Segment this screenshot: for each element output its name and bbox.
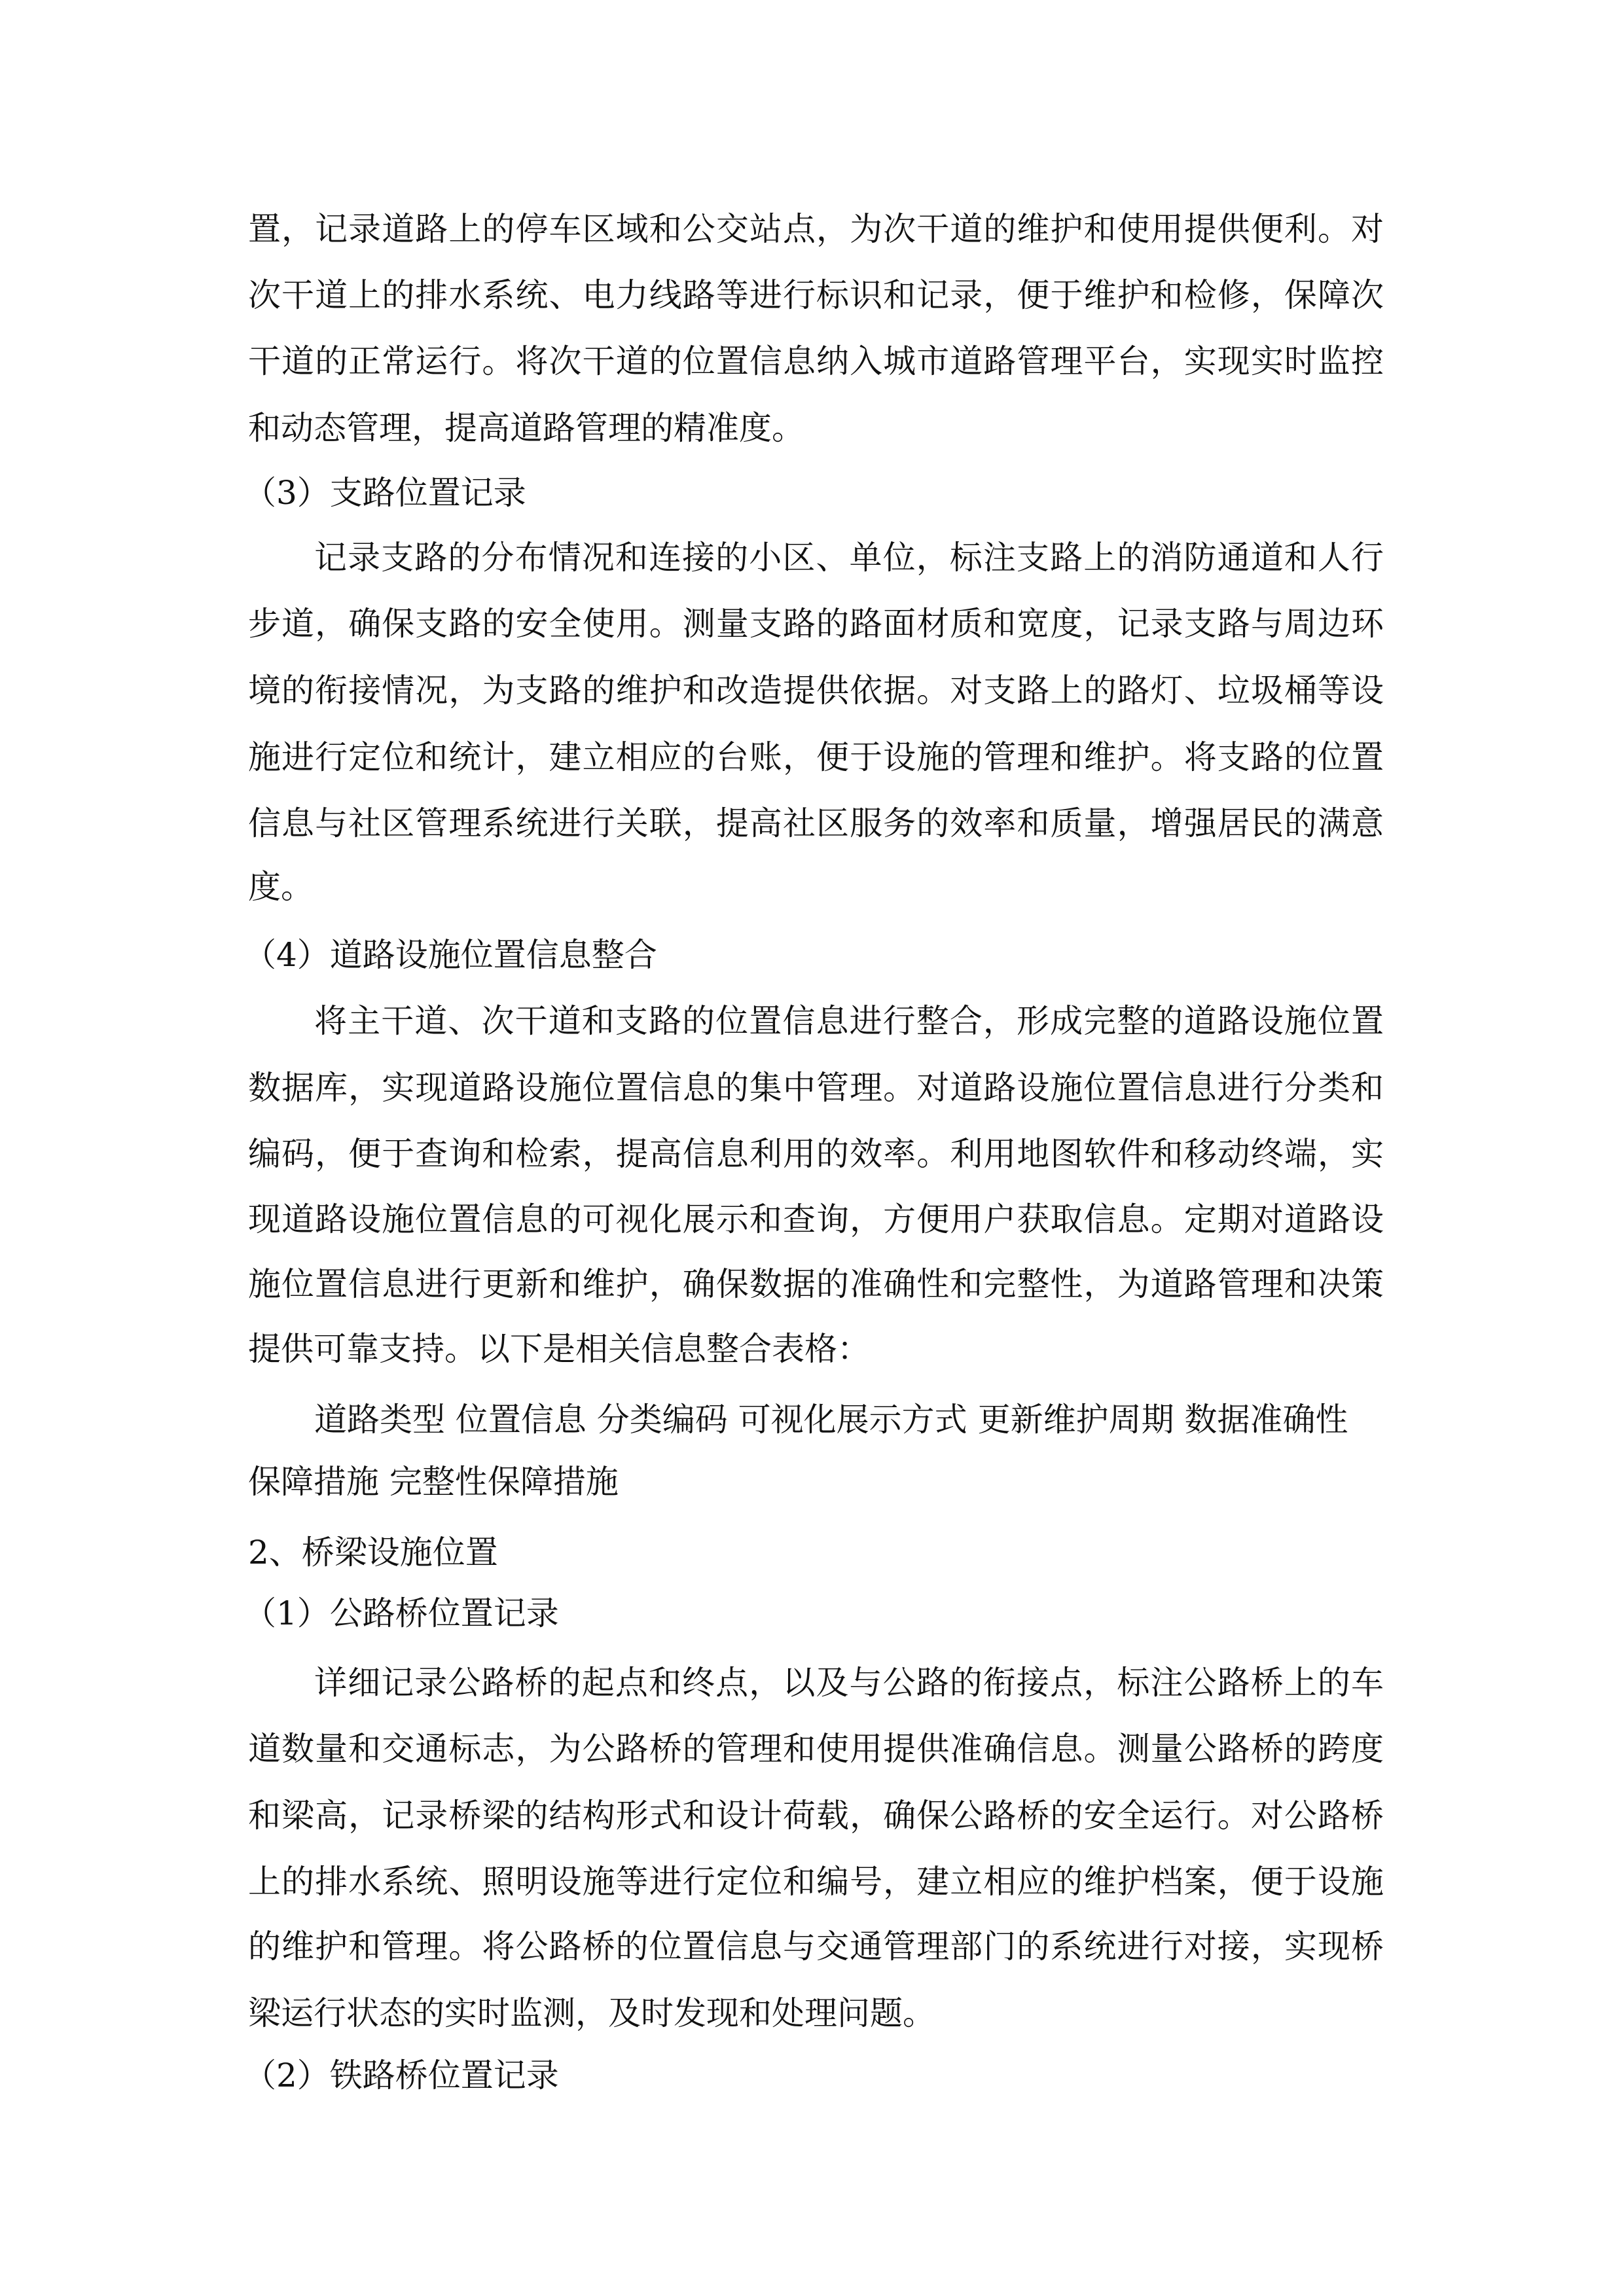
section-heading: （3）支路位置记录 xyxy=(244,474,526,512)
section-heading: （4）道路设施位置信息整合 xyxy=(244,936,657,974)
section-heading: （1）公路桥位置记录 xyxy=(244,1594,559,1632)
paragraph-line: 现道路设施位置信息的可视化展示和查询，方便用户获取信息。定期对道路设 xyxy=(248,1200,1384,1238)
paragraph-line: 详细记录公路桥的起点和终点，以及与公路的衔接点，标注公路桥上的车 xyxy=(314,1664,1384,1702)
paragraph-line: 境的衔接情况，为支路的维护和改造提供依据。对支路上的路灯、垃圾桶等设 xyxy=(248,672,1384,709)
paragraph-line: 记录支路的分布情况和连接的小区、单位，标注支路上的消防通道和人行 xyxy=(314,539,1384,577)
paragraph-line: 干道的正常运行。将次干道的位置信息纳入城市道路管理平台，实现实时监控 xyxy=(248,342,1384,380)
paragraph-line: 度。 xyxy=(248,868,314,906)
paragraph-line: 次干道上的排水系统、电力线路等进行标识和记录，便于维护和检修，保障次 xyxy=(248,276,1384,314)
paragraph-line: 步道，确保支路的安全使用。测量支路的路面材质和宽度，记录支路与周边环 xyxy=(248,605,1384,643)
table-header-text: 保障措施 完整性保障措施 xyxy=(248,1463,619,1501)
paragraph-line: 道数量和交通标志，为公路桥的管理和使用提供准确信息。测量公路桥的跨度 xyxy=(248,1730,1384,1768)
section-heading: （2）铁路桥位置记录 xyxy=(244,2056,559,2094)
paragraph-line: 施位置信息进行更新和维护，确保数据的准确性和完整性，为道路管理和决策 xyxy=(248,1265,1384,1303)
paragraph-line: 数据库，实现道路设施位置信息的集中管理。对道路设施位置信息进行分类和 xyxy=(248,1069,1384,1107)
paragraph-line: 梁运行状态的实时监测，及时发现和处理问题。 xyxy=(248,1994,935,2032)
paragraph-line: 施进行定位和统计，建立相应的台账，便于设施的管理和维护。将支路的位置 xyxy=(248,738,1384,776)
paragraph-line: 置，记录道路上的停车区域和公交站点，为次干道的维护和使用提供便利。对 xyxy=(248,210,1384,248)
paragraph-line: 上的排水系统、照明设施等进行定位和编号，建立相应的维护档案，便于设施 xyxy=(248,1863,1384,1901)
paragraph-line: 和动态管理，提高道路管理的精准度。 xyxy=(248,409,804,447)
paragraph-line: 编码，便于查询和检索，提高信息利用的效率。利用地图软件和移动终端，实 xyxy=(248,1135,1384,1173)
paragraph-line: 提供可靠支持。以下是相关信息整合表格： xyxy=(248,1330,870,1368)
paragraph-line: 和梁高，记录桥梁的结构形式和设计荷载，确保公路桥的安全运行。对公路桥 xyxy=(248,1797,1384,1835)
table-header-text: 道路类型 位置信息 分类编码 可视化展示方式 更新维护周期 数据准确性 xyxy=(314,1401,1348,1439)
paragraph-line: 将主干道、次干道和支路的位置信息进行整合，形成完整的道路设施位置 xyxy=(314,1002,1384,1040)
paragraph-line: 信息与社区管理系统进行关联，提高社区服务的效率和质量，增强居民的满意 xyxy=(248,804,1384,842)
chapter-heading: 2、桥梁设施位置 xyxy=(248,1534,498,1571)
paragraph-line: 的维护和管理。将公路桥的位置信息与交通管理部门的系统进行对接，实现桥 xyxy=(248,1928,1384,1965)
